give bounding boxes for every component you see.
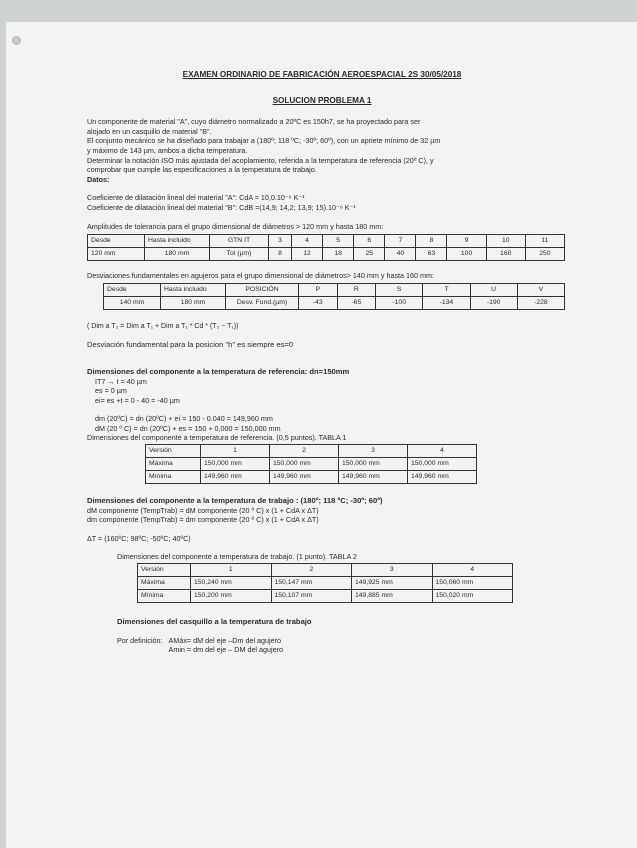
table-cell: 10 <box>486 235 525 248</box>
definition-block <box>87 636 557 655</box>
table-cell: 149,960 mm <box>408 471 477 484</box>
table-row <box>146 458 477 471</box>
table-cell: P <box>299 283 338 296</box>
table-cell: Máxima <box>146 458 201 471</box>
table-cell: 150,060 mm <box>432 577 513 590</box>
section-ref-title: Dimensiones del componente a la temperatura de referencia: dn=150mm <box>87 366 350 376</box>
table-cell: 150,020 mm <box>432 590 513 603</box>
table-cell: 180 mm <box>145 248 210 261</box>
table-cell: 180 mm <box>161 296 226 309</box>
section-work-title: Dimensiones del componente a la temperatura de trabajo : (180º; 118 ºC; -30º; 60º) <box>87 496 383 506</box>
table-cell: 150,000 mm <box>408 458 477 471</box>
table-cell: R <box>337 283 376 296</box>
table-cell: 149,885 mm <box>352 590 433 603</box>
table-row <box>146 471 477 484</box>
dilatation-formula: ( Dim a T₂ = Dim a T₁ + Dim a T₁ * Cd * (T₂ − T₁)) <box>87 322 239 330</box>
document-subtitle: SOLUCION PROBLEMA 1 <box>272 95 372 105</box>
table-cell: 250 <box>525 248 564 261</box>
definition-line: AMáx= dM del eje –Dm del agujero <box>168 635 282 645</box>
statement-line: alojado en un casquillo de material "B". <box>87 126 212 136</box>
table-1 <box>145 444 477 484</box>
table-cell: 2 <box>271 564 352 577</box>
coef-line-a: Coeficiente de dilatación lineal del material "A": CdA = 10,0.10⁻⁶ K⁻¹ <box>87 193 305 203</box>
statement-line: Un componente de material "A", cuyo diámetro normalizado a 20ºC es 150h7, se ha proyectado para ser <box>87 117 421 127</box>
table-cell: -228 <box>517 296 564 309</box>
statement-line: y máximo de 143 µm, ambos a dicha temperatura. <box>87 145 248 155</box>
section-bushing-title: Dimensiones del casquillo a la temperatura de trabajo <box>117 617 312 627</box>
table-row <box>146 445 477 458</box>
table-cell: 11 <box>525 235 564 248</box>
table-row <box>138 564 513 577</box>
table-cell: 140 mm <box>104 296 161 309</box>
table-cell: 3 <box>339 445 408 458</box>
coef-line-b: Coeficiente de dilatación lineal del material "B": CdB =(14,9; 14,2; 13,9; 15).10⁻⁶ K⁻¹ <box>87 202 356 212</box>
calc-line: dM (20 º C) = dn (20ºC) + es = 150 + 0,000 = 150,000 mm <box>95 423 281 433</box>
table-cell: 3 <box>352 564 433 577</box>
table-cell: Desde <box>104 283 161 296</box>
table-row <box>88 248 565 261</box>
tolerance-table <box>87 234 565 261</box>
datos-label: Datos: <box>87 174 110 184</box>
table-row <box>88 235 565 248</box>
document-body <box>87 70 557 655</box>
table-cell: 149,960 mm <box>201 471 270 484</box>
table-cell: 150,200 mm <box>191 590 272 603</box>
table-cell: Máxima <box>138 577 191 590</box>
table-cell: Mínima <box>138 590 191 603</box>
table-cell: Desv. Fund.(µm) <box>226 296 299 309</box>
table-cell: 8 <box>416 235 447 248</box>
table-cell: Desde <box>88 235 145 248</box>
tol-table-caption: Amplitudes de tolerancia para el grupo dimensional de diámetros > 120 mm y hasta 180 mm: <box>87 221 384 231</box>
table-cell: 5 <box>323 235 354 248</box>
table-cell: 18 <box>323 248 354 261</box>
table-cell: 9 <box>447 235 486 248</box>
table-cell: 120 mm <box>88 248 145 261</box>
definition-line: Amin = dm del eje – DM del agujero <box>168 645 284 655</box>
table-cell: 149,960 mm <box>339 471 408 484</box>
statement-line: comprobar que cumple las especificaciones a la temperatura de trabajo. <box>87 165 317 175</box>
table1-caption: Dimensiones del componente a temperatura de referencia. (0,5 puntos). TABLA 1 <box>87 433 347 443</box>
table-cell: 150,107 mm <box>271 590 352 603</box>
table-cell: 40 <box>385 248 416 261</box>
calc-line: ei= es +t = 0 - 40 = -40 µm <box>95 395 180 405</box>
calc-line: dm componente (TempTrab) = dm componente (20 º C) x (1 + CdA x ΔT) <box>87 515 319 525</box>
table-row <box>104 283 565 296</box>
table-cell: 1 <box>201 445 270 458</box>
table-cell: 1 <box>191 564 272 577</box>
table-cell: 160 <box>486 248 525 261</box>
delta-t: ΔT = (160ºC; 98ºC; -50ºC; 40ºC) <box>87 533 191 543</box>
table-cell: 3 <box>269 235 292 248</box>
table-cell: 150,240 mm <box>191 577 272 590</box>
table-cell: Hasta incluido <box>161 283 226 296</box>
calc-line: dm (20ºC) = dn (20ºC) + ei = 150 - 0.040 = 149,960 mm <box>95 414 273 424</box>
statement-line: Determinar la notación ISO más ajustada del acoplamiento, referida a la temperatura de referencia (20º C), y <box>87 155 434 165</box>
table-row <box>138 577 513 590</box>
table-cell: 63 <box>416 248 447 261</box>
table-cell: Versión <box>138 564 191 577</box>
table-cell: Hasta incluido <box>145 235 210 248</box>
table-cell: 7 <box>385 235 416 248</box>
document-title: EXAMEN ORDINARIO DE FABRICACIÓN AEROESPACIAL 2S 30/05/2018 <box>182 70 462 79</box>
table-row <box>104 296 565 309</box>
table-cell: U <box>470 283 517 296</box>
table-cell: Tol (µm) <box>210 248 269 261</box>
table-cell: -190 <box>470 296 517 309</box>
table-cell: 4 <box>432 564 513 577</box>
table-cell: POSICIÓN <box>226 283 299 296</box>
table-row <box>138 590 513 603</box>
table-cell: 2 <box>270 445 339 458</box>
statement-line: El conjunto mecánico se ha diseñado para trabajar a (180º; 118 ºC; -30º; 60º), con un apriete mínimo de 32 µm <box>87 136 441 146</box>
table-cell: S <box>376 283 423 296</box>
table-cell: 100 <box>447 248 486 261</box>
table-cell: -134 <box>423 296 470 309</box>
table-cell: GTN IT <box>210 235 269 248</box>
table-cell: 25 <box>354 248 385 261</box>
table-cell: -100 <box>376 296 423 309</box>
calc-line: dM componente (TempTrab) = dM componente (20 º C) x (1 + CdA x ΔT) <box>87 505 319 515</box>
table-cell: 149,925 mm <box>352 577 433 590</box>
table-2 <box>137 563 513 603</box>
table-cell: 8 <box>269 248 292 261</box>
table-cell: Versión <box>146 445 201 458</box>
deviation-table <box>103 283 565 310</box>
calc-line: es = 0 µm <box>95 386 127 396</box>
desviacion-h: Desviación fundamental para la posicion "h" es siempre es=0 <box>87 340 294 350</box>
table-cell: Mínima <box>146 471 201 484</box>
table-cell: 150,000 mm <box>270 458 339 471</box>
punch-hole <box>12 36 21 45</box>
table-cell: -65 <box>337 296 376 309</box>
table-cell: 150,147 mm <box>271 577 352 590</box>
table-cell: 150,000 mm <box>201 458 270 471</box>
table-cell: T <box>423 283 470 296</box>
table-cell: -43 <box>299 296 338 309</box>
table-cell: V <box>517 283 564 296</box>
dev-table-caption: Desviaciones fundamentales en agujeros para el grupo dimensional de diámetros> 140 mm y hasta 160 mm: <box>87 271 434 281</box>
calc-line: IT7 → t = 40 µm <box>95 376 147 386</box>
table-cell: 149,960 mm <box>270 471 339 484</box>
table-cell: 4 <box>408 445 477 458</box>
table-cell: 12 <box>292 248 323 261</box>
table-cell: 4 <box>292 235 323 248</box>
definition-label: Por definición: <box>117 635 163 645</box>
problem-statement <box>87 117 557 175</box>
table-cell: 6 <box>354 235 385 248</box>
table2-caption: Dimensiones del componente a temperatura de trabajo. (1 punto). TABLA 2 <box>117 552 357 562</box>
table-cell: 150,000 mm <box>339 458 408 471</box>
